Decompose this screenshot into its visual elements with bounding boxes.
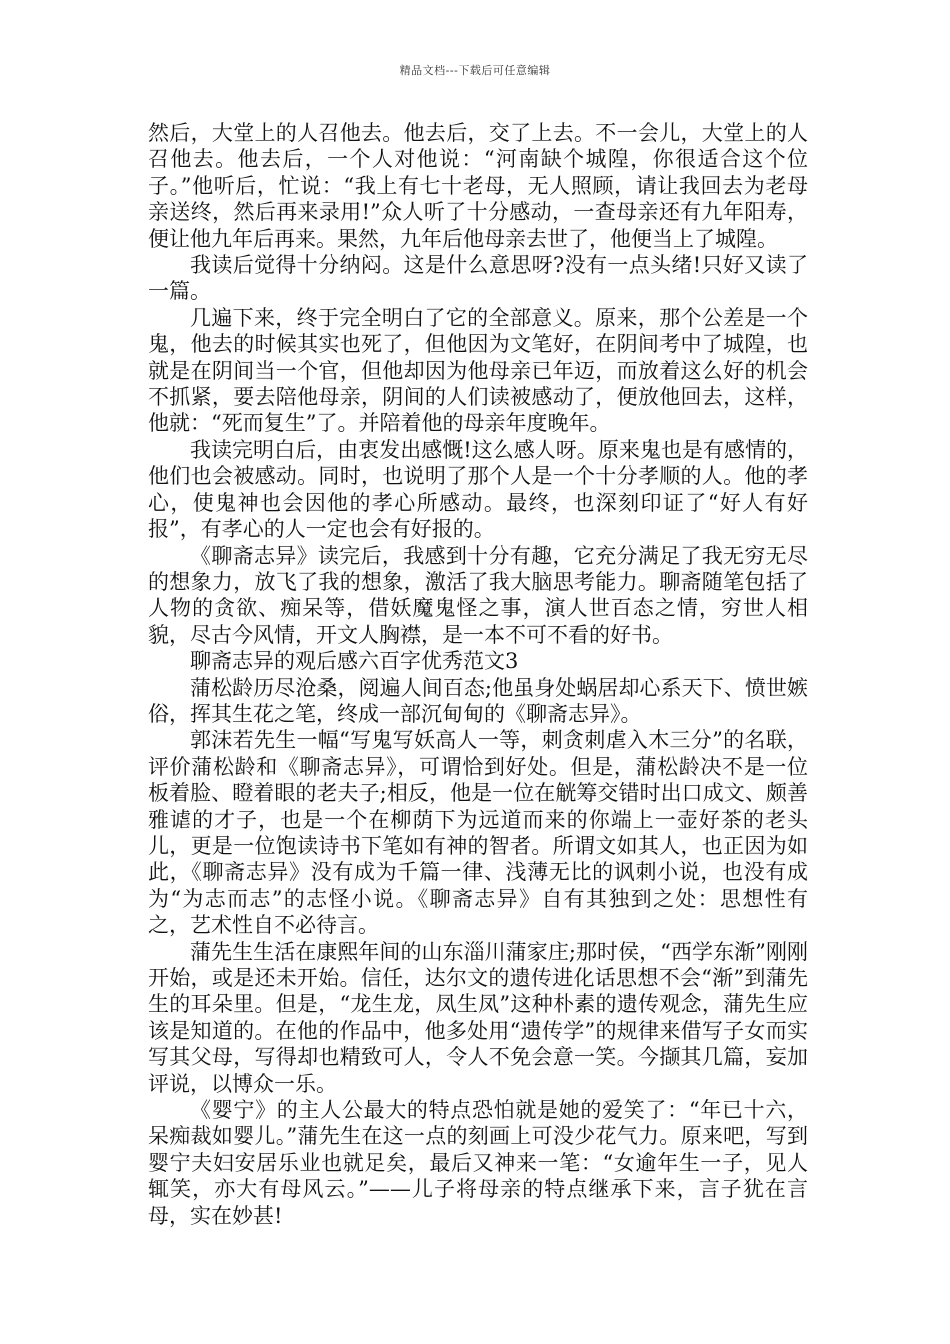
- paragraph-3: 几遍下来，终于完全明白了它的全部意义。原来，那个公差是一个鬼，他去的时候其实也死了，但他因为文笔好，在阴间考中了城隍，也就是在阴间当一个官，但他却因为他母亲已年迈，而放着这么好的机会不抓紧，要去陪他母亲，阴间的人们读被感动了，便放他回去，这样，他就：“死而复生”了。并陪着他的母亲年度晚年。: [148, 305, 808, 436]
- paragraph-7: 郭沫若先生一幅“写鬼写妖高人一等，刺贪刺虐入木三分”的名联，评价蒲松龄和《聊斋志异》，可谓恰到好处。但是，蒲松龄决不是一位板着脸、瞪着眼的老夫子;相反，他是一位在觥筹交错时出口成文、颇善雅谑的才子，也是一个在柳荫下为远道而来的你端上一壶好茶的老头儿，更是一位饱读诗书下笔如有神的智者。所谓文如其人，也正因为如此，《聊斋志异》没有成为千篇一律、浅薄无比的讽刺小说，也没有成为“为志而志”的志怪小说。《聊斋志异》自有其独到之处：思想性有之，艺术性自不必待言。: [148, 728, 808, 938]
- paragraph-1: 然后，大堂上的人召他去。他去后，交了上去。不一会儿，大堂上的人召他去。他去后，一个人对他说：“河南缺个城隍，你很适合这个位子。”他听后，忙说：“我上有七十老母，无人照顾，请让我回去为老母亲送终，然后再来录用!”众人听了十分感动，一查母亲还有九年阳寿，便让他九年后再来。果然，九年后他母亲去世了，他便当上了城隍。: [148, 121, 808, 251]
- paragraph-8: 蒲先生生活在康熙年间的山东淄川蒲家庄;那时侯，“西学东渐”刚刚开始，或是还未开始。信任，达尔文的遗传进化话思想不会“渐”到蒲先生的耳朵里。但是，“龙生龙，凤生凤”这种朴素的遗传观念，蒲先生应该是知道的。在他的作品中，他多处用“遗传学”的规律来借写子女而实写其父母，写得却也精致可人，令人不免会意一笑。今撷其几篇，妄加评说，以博众一乐。: [148, 939, 808, 1096]
- page-header: 精品文档---下载后可任意编辑: [399, 64, 551, 77]
- paragraph-9: 《婴宁》的主人公最大的特点恐怕就是她的爱笑了：“年已十六，呆痴裁如婴儿。”蒲先生在这一点的刻画上可没少花气力。原来吧，写到婴宁夫妇安居乐业也就足矣，最后又神来一笔：“女逾年生一子，见人辄笑，亦大有母风云。”——儿子将母亲的特点继承下来，言子犹在言母，实在妙甚!: [148, 1098, 808, 1228]
- paragraph-6: 蒲松龄历尽沧桑，阅遍人间百态;他虽身处蜗居却心系天下、愤世嫉俗，挥其生花之笔，终成一部沉甸甸的《聊斋志异》。: [148, 675, 808, 726]
- document-body: [148, 120, 808, 1229]
- paragraph-5: 《聊斋志异》读完后，我感到十分有趣，它充分满足了我无穷无尽的想象力，放飞了我的想象，激活了我大脑思考能力。聊斋随笔包括了人物的贪欲、痴呆等，借妖魔鬼怪之事，演人世百态之情，穷世人相貌，尽古今风情，开文人胸襟，是一本不可不看的好书。: [148, 543, 808, 647]
- section-title: 聊斋志异的观后感六百字优秀范文3: [190, 649, 519, 674]
- paragraph-2: 我读后觉得十分纳闷。这是什么意思呀?没有一点头绪!只好又读了一篇。: [148, 253, 808, 304]
- paragraph-4: 我读完明白后，由衷发出感慨!这么感人呀。原来鬼也是有感情的，他们也会被感动。同时，也说明了那个人是一个十分孝顺的人。他的孝心，使鬼神也会因他的孝心所感动。最终，也深刻印证了“好人有好报”，有孝心的人一定也会有好报的。: [148, 437, 808, 542]
